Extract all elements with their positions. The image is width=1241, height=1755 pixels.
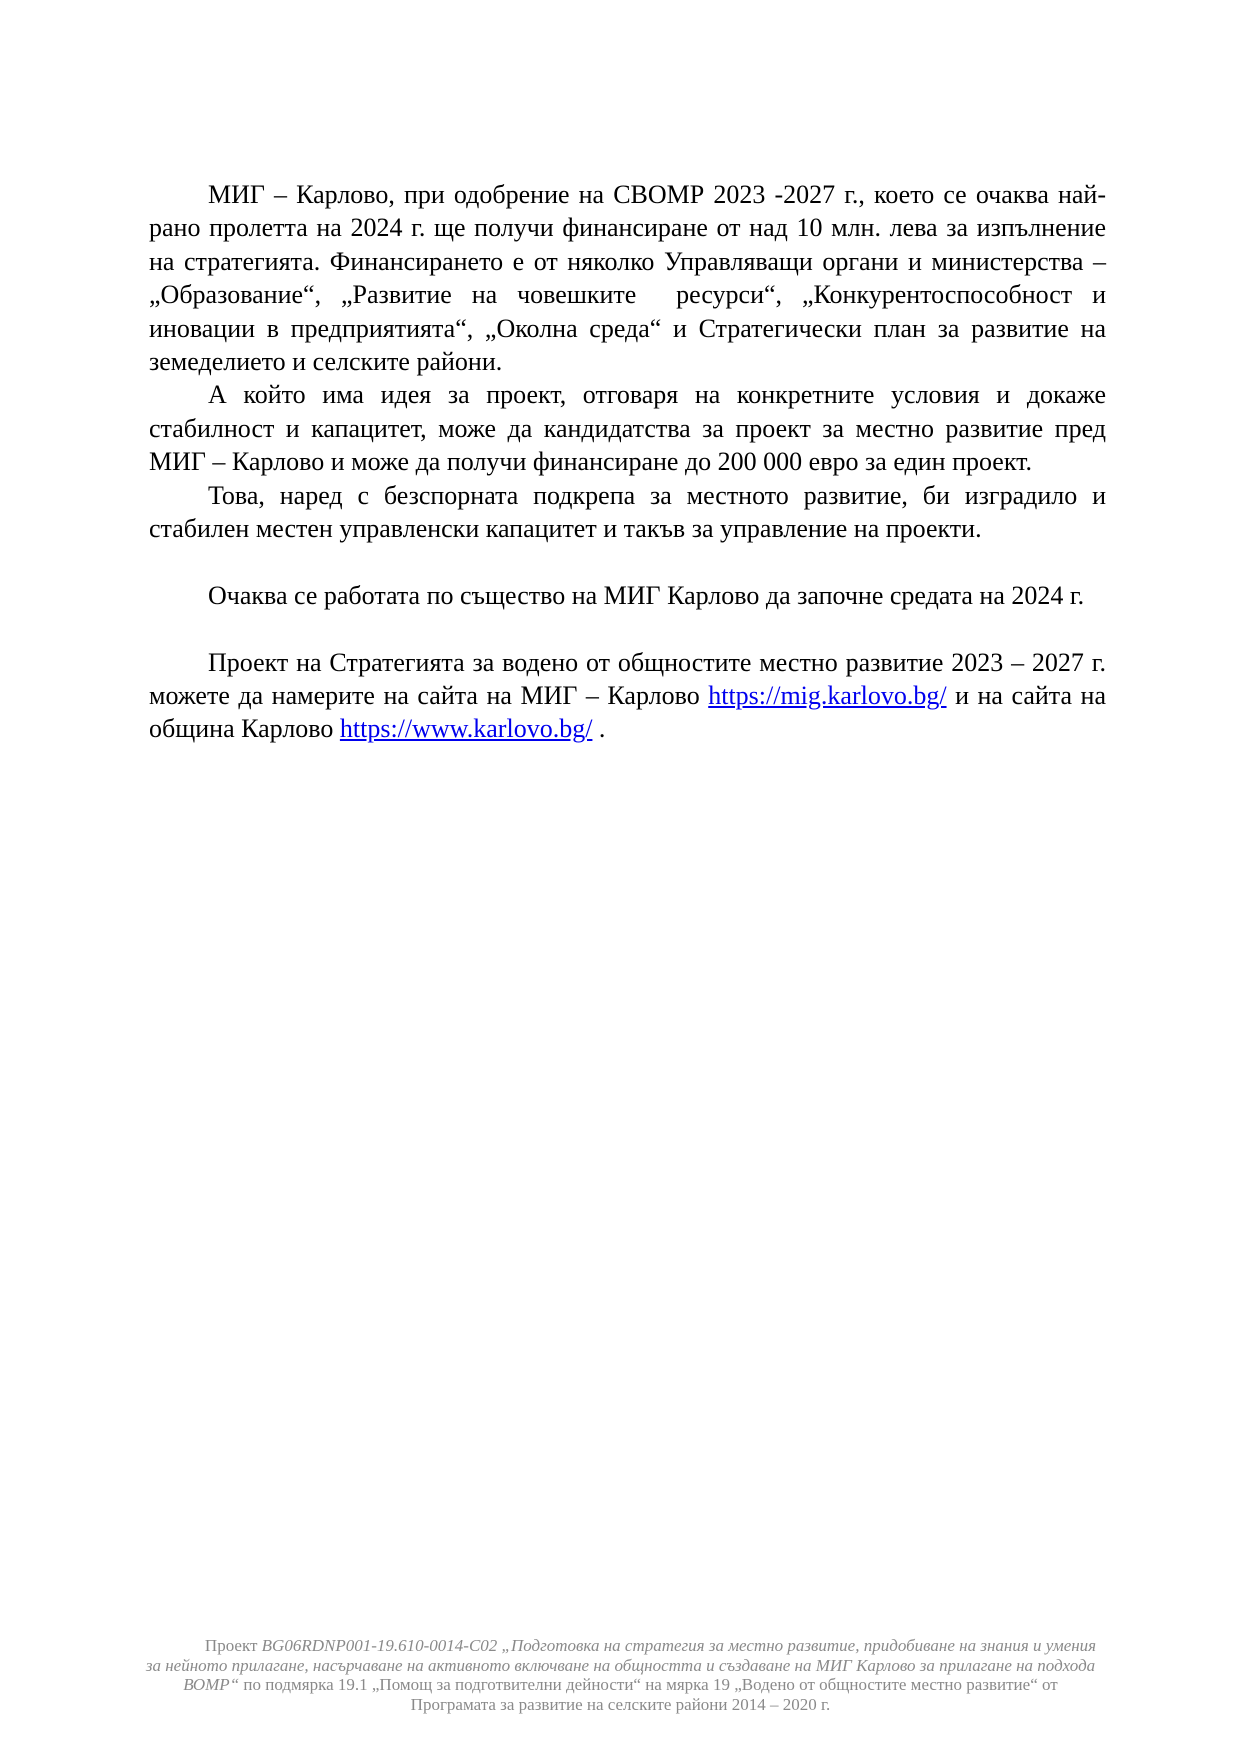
- paragraph-work-start: Очаква се работата по същество на МИГ Карлово да започне средата на 2024 г.: [208, 580, 1085, 610]
- paragraph-funding-overview: МИГ – Карлово, при одобрение на СВОМР 2023 -2027 г., което се очаква най-рано пролетта на 2024 г. ще получи финансиране от над 10 млн. лева за изпълнение на стратегията. Финансирането е от няколко Управляващи органи и министерства – „Образование“, „Развитие на човешките ресурси“, „Конкурентоспособност и иновации в предприятията“, „Околна среда“ и Стратегически план за развитие на земеделието и селските райони.: [149, 180, 1113, 377]
- document-body: [149, 178, 1113, 746]
- page-footer: [142, 1636, 1099, 1714]
- blank-line: [149, 612, 1106, 645]
- footer-programme-text: по подмярка 19.1 „Помощ за подготвителни дейности“ на мярка 19 „Водено от общностите местно развитие“ от Програмата за развитие на селските райони 2014 – 2020 г.: [239, 1675, 1062, 1714]
- strategy-links-text-post: .: [592, 714, 606, 744]
- footer-project-text: [142, 1636, 1099, 1714]
- footer-prefix: Проект: [204, 1636, 262, 1655]
- paragraph-local-capacity: Това, наред с безспорната подкрепа за местното развитие, би изградило и стабилен местен управленски капацитет и такъв за управление на проекти.: [149, 480, 1113, 544]
- strategy-links-text-pre: Проект на Стратегията за водено от общностите местно развитие 2023 – 2027 г. можете да намерите на сайта на МИГ – Карлово: [149, 647, 1113, 711]
- strategy-links-text-mid: и на сайта на община Карлово: [149, 681, 1113, 744]
- link-mig-karlovo[interactable]: https://mig.karlovo.bg/: [708, 681, 947, 711]
- paragraph-application-conditions: А който има идея за проект, отговаря на конкретните условия и докаже стабилност и капацитет, може да кандидатства за проект за местно развитие пред МИГ – Карлово и може да получи финансиране до 200 000 евро за един проект.: [149, 380, 1113, 477]
- link-karlovo-municipality[interactable]: https://www.karlovo.bg/: [339, 714, 593, 744]
- paragraph-strategy-links: [149, 646, 1113, 746]
- blank-line: [149, 545, 1106, 578]
- footer-project-title-italic: BG06RDNP001-19.610-0014-C02 „Подготовка на стратегия за местно развитие, придобиване на знания и умения за нейното прилагане, насърчаване на активното включване на общността и създаване на МИГ Карлово за прилагане на подхода ВОМР“: [145, 1636, 1101, 1695]
